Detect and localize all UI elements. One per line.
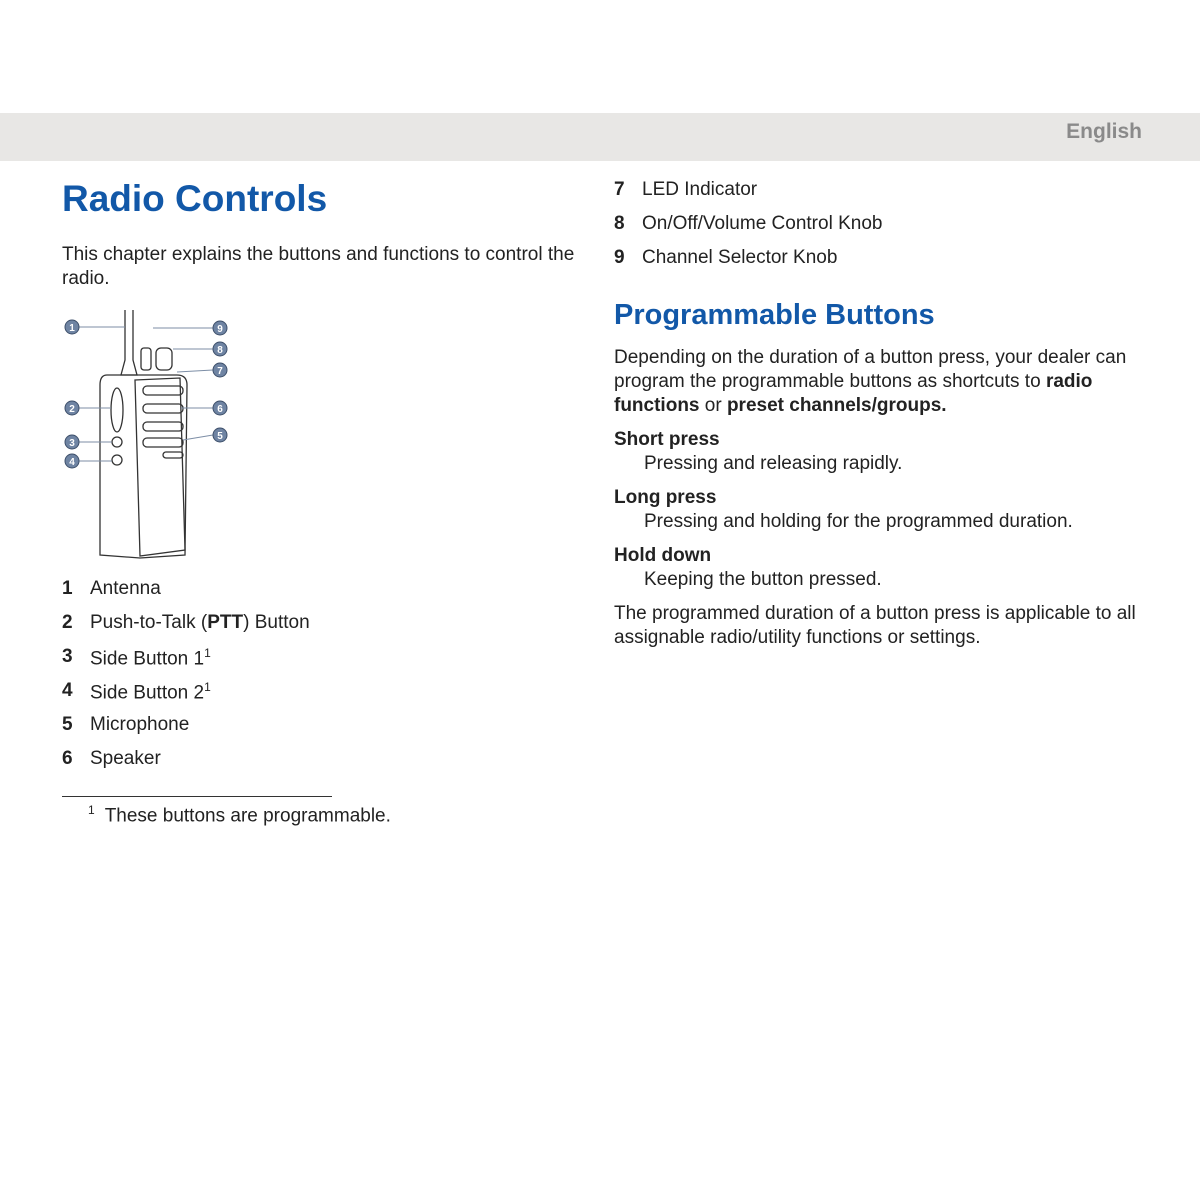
section-title: Programmable Buttons [614, 299, 935, 331]
list-item: 1 Antenna [62, 578, 161, 599]
language-label: English [1066, 120, 1142, 143]
term: Short press [614, 429, 720, 450]
list-item: 3 Side Button $1^1$ [62, 646, 211, 670]
list-item: 4 Side Button $2^1$ [62, 680, 211, 704]
callout-3: 3 [69, 438, 75, 449]
list-item: 9 Channel Selector Knob [614, 247, 838, 268]
callout-7: 7 [217, 366, 223, 377]
header-band [0, 113, 1200, 161]
section-paragraph-2: The programmed duration of a button press is applicable to all assignable radio/utility functions or settings. [614, 603, 1136, 648]
list-item: 6 Speaker [62, 748, 161, 769]
controls-list-left [62, 578, 310, 782]
list-item: 5 Microphone [62, 714, 190, 735]
list-item: 7 LED Indicator [614, 179, 758, 200]
section-paragraph: Depending on the duration of a button press, your dealer can program the programmable buttons as shortcuts to radio functions or preset channels/groups. [614, 347, 1127, 416]
term: Long press [614, 487, 717, 508]
page-title: Radio Controls [62, 178, 328, 219]
definition: Keeping the button pressed. [644, 569, 882, 590]
footnote: $^1$ These buttons are programmable. [88, 803, 391, 827]
term: Hold down [614, 545, 712, 566]
callout-1: 1 [69, 323, 75, 334]
callout-8: 8 [217, 345, 223, 356]
callout-6: 6 [217, 404, 223, 415]
callout-5: 5 [217, 431, 223, 442]
callout-4: 4 [69, 457, 75, 468]
list-item: 8 On/Off/Volume Control Knob [614, 213, 883, 234]
section-body [614, 346, 1174, 650]
callout-2: 2 [69, 404, 75, 415]
list-item: 2 Push-to-Talk (PTT) Button [62, 612, 310, 633]
callout-9: 9 [217, 324, 223, 335]
definition: Pressing and releasing rapidly. [644, 453, 903, 474]
definition: Pressing and holding for the programmed duration. [644, 511, 1073, 532]
controls-list-right [614, 179, 882, 281]
radio-illustration [55, 300, 245, 565]
footnote-divider [62, 796, 332, 797]
intro-text: This chapter explains the buttons and functions to control the radio. [62, 244, 575, 289]
